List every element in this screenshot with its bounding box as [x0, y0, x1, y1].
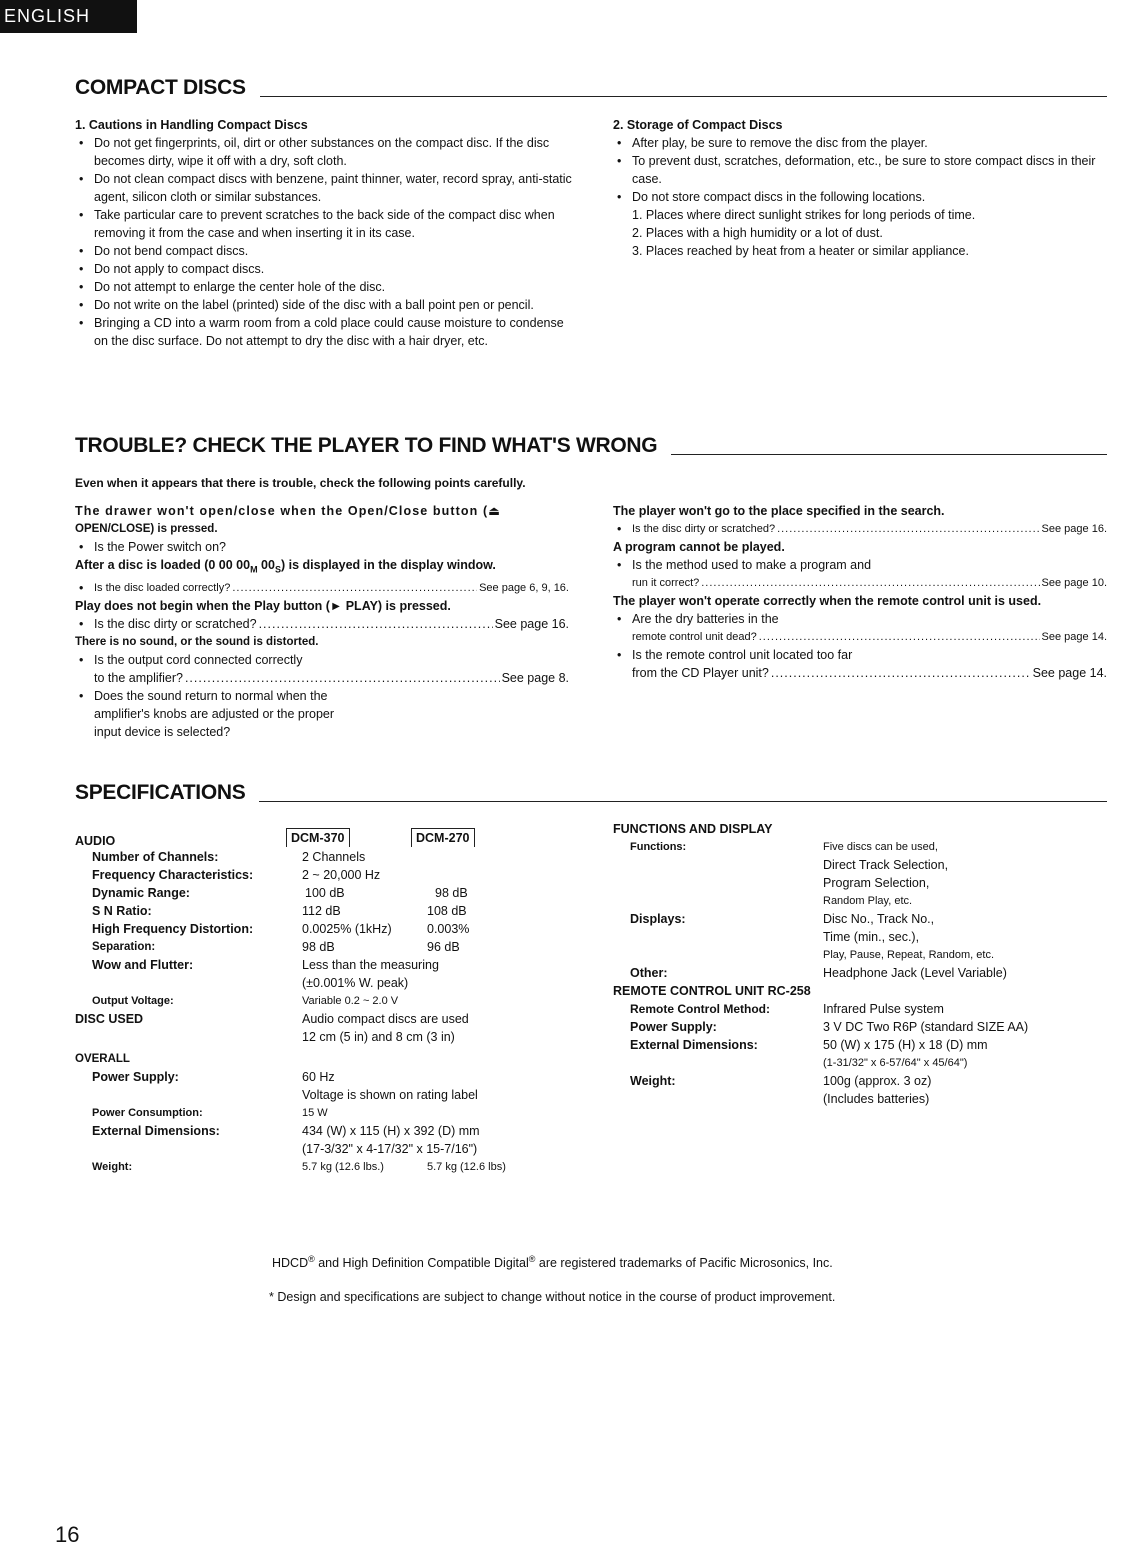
cautions-column [75, 116, 573, 350]
question: The drawer won't open/close when the Open/Close button (⏏ [75, 504, 502, 518]
list-item: 1. Places where direct sunlight strikes for long periods of time. [632, 208, 976, 222]
question: The player won't go to the place specified in the search. [613, 504, 945, 518]
page-number: 16 [55, 1522, 80, 1547]
specs-right-column [613, 820, 1107, 1108]
specs-left-column [75, 824, 595, 1176]
model-label: DCM-370 [286, 828, 350, 847]
section-title: COMPACT DISCS [75, 76, 246, 99]
question: There is no sound, or the sound is distorted. [75, 635, 319, 648]
list-item: • Do not get fingerprints, oil, dirt or other substances on the compact disc. If the disc becomes dirty, wipe it off with a dry, soft cloth. [75, 134, 573, 170]
list-item: • Is the output cord connected correctly to the amplifier? ..... See page 8. [75, 651, 569, 687]
spec-row: Output Voltage: Variable 0.2 ~ 2.0 V [92, 995, 399, 1007]
question: After a disc is loaded (0 00 $00_M$ $00_S$) is displayed in the display window. [75, 558, 496, 575]
storage-column [613, 116, 1110, 260]
question: OPEN/CLOSE) is pressed. [75, 523, 218, 535]
spec-row: Voltage is shown on rating label [302, 1088, 478, 1102]
spec-row: 12 cm (5 in) and 8 cm (3 in) [302, 1030, 455, 1044]
list-item: • Is the remote control unit located too far from the CD Player unit? ..... See page 14. [613, 646, 1107, 682]
spec-row: DISC USED Audio compact discs are used [75, 1012, 469, 1026]
section-title: TROUBLE? CHECK THE PLAYER TO FIND WHAT'S WRONG [75, 434, 658, 457]
trouble-right-column [613, 502, 1107, 682]
list-item: 3. Places reached by heat from a heater or similar appliance. [632, 244, 969, 258]
spec-row: Other: Headphone Jack (Level Variable) [630, 966, 1007, 980]
spec-row: Power Supply: 3 V DC Two R6P (standard SIZE AA) [630, 1020, 1029, 1034]
section-rule [259, 801, 1107, 802]
list-item: • Are the dry batteries in the remote control unit dead? ..... See page 14. [613, 610, 1107, 646]
spec-row: (1-31/32" x 6-57/64" x 45/64") [823, 1057, 968, 1069]
list-item: • Is the Power switch on? [75, 538, 569, 556]
list-item: • Do not apply to compact discs. [75, 260, 573, 278]
design-note: * Design and specifications are subject to change without notice in the course of product improvement. [269, 1290, 836, 1304]
list-item: • Take particular care to prevent scratches to the back side of the compact disc when removing it from the case and when inserting it in its case. [75, 206, 573, 242]
spec-row: Number of Channels: 2 Channels [92, 850, 366, 864]
spec-row: Dynamic Range: 100 dB 98 dB [92, 886, 468, 900]
spec-row: S N Ratio: 112 dB 108 dB [92, 904, 467, 918]
cautions-heading: 1. Cautions in Handling Compact Discs [75, 118, 308, 132]
spec-row: Direct Track Selection, [823, 858, 949, 872]
list-item: • Do not attempt to enlarge the center hole of the disc. [75, 278, 573, 296]
list-item: • After play, be sure to remove the disc from the player. [613, 134, 1110, 152]
list-item: • Bringing a CD into a warm room from a cold place could cause moisture to condense on the disc surface. Do not attempt to dry the disc with a hair dryer, etc. [75, 314, 573, 350]
spec-row: Frequency Characteristics: 2 ~ 20,000 Hz [92, 868, 381, 882]
list-item: • Do not store compact discs in the following locations. [613, 188, 1110, 206]
spec-row: Random Play, etc. [823, 895, 913, 907]
question: Play does not begin when the Play button (► PLAY) is pressed. [75, 598, 451, 613]
spec-row: REMOTE CONTROL UNIT RC-258 [613, 984, 811, 998]
section-compact-discs [75, 70, 1107, 100]
spec-row: Remote Control Method: Infrared Pulse system [630, 1002, 944, 1016]
spec-group-audio: AUDIO [75, 834, 116, 848]
spec-row: Wow and Flutter: Less than the measuring [92, 958, 439, 972]
spec-row: OVERALL [75, 1053, 130, 1065]
spec-row: Power Supply: 60 Hz [92, 1070, 335, 1084]
question: The player won't operate correctly when the remote control unit is used. [613, 594, 1042, 608]
spec-row: Play, Pause, Repeat, Random, etc. [823, 949, 994, 961]
list-item: • Is the disc loaded correctly? ..... See page 6, 9, 16. [75, 579, 569, 597]
list-item: • Is the disc dirty or scratched? ..... See page 16. [75, 615, 569, 633]
storage-list [613, 134, 1110, 260]
section-rule [260, 96, 1107, 97]
spec-row: Power Consumption: 15 W [92, 1107, 328, 1119]
spec-row: (17-3/32" x 4-17/32" x 15-7/16") [302, 1142, 478, 1156]
spec-row: (Includes batteries) [823, 1092, 930, 1106]
section-rule [671, 454, 1107, 455]
trouble-left-column [75, 502, 569, 741]
spec-row: External Dimensions: 50 (W) x 175 (H) x 18 (D) mm [630, 1038, 988, 1052]
spec-row: (±0.001% W. peak) [302, 976, 409, 990]
list-item: • Is the method used to make a program and run it correct? ..... See page 10. [613, 556, 1107, 592]
spec-row: Weight: 100g (approx. 3 oz) [630, 1074, 932, 1088]
spec-row: Functions: Five discs can be used, [630, 841, 938, 853]
cautions-list [75, 134, 573, 350]
list-item: • Do not clean compact discs with benzene, paint thinner, water, record spray, anti-static agent, silicon cloth or similar substances. [75, 170, 573, 206]
list-item: • Do not bend compact discs. [75, 242, 573, 260]
spec-row: Time (min., sec.), [823, 930, 920, 944]
spec-row: Program Selection, [823, 876, 930, 890]
spec-row: Weight: 5.7 kg (12.6 lbs.) 5.7 kg (12.6 lbs) [92, 1161, 506, 1173]
spec-row: External Dimensions: 434 (W) x 115 (H) x 392 (D) mm [92, 1124, 480, 1138]
section-trouble [75, 428, 1107, 458]
list-item: • To prevent dust, scratches, deformation, etc., be sure to store compact discs in their case. [613, 152, 1110, 188]
spec-row: Displays: Disc No., Track No., [630, 912, 935, 926]
trademark-note: HDCD® and High Definition Compatible Digital® are registered trademarks of Pacific Microsonics, Inc. [272, 1254, 833, 1271]
language-tab: ENGLISH [0, 0, 137, 33]
storage-heading: 2. Storage of Compact Discs [613, 118, 783, 132]
model-label: DCM-270 [411, 828, 475, 847]
list-item: • Do not write on the label (printed) side of the disc with a ball point pen or pencil. [75, 296, 573, 314]
trouble-intro: Even when it appears that there is trouble, check the following points carefully. [75, 476, 526, 490]
section-title: SPECIFICATIONS [75, 781, 246, 804]
spec-row: Separation: 98 dB 96 dB [92, 940, 460, 954]
spec-row: FUNCTIONS AND DISPLAY [613, 822, 773, 836]
question: A program cannot be played. [613, 540, 785, 554]
list-item: • Is the disc dirty or scratched? ..... See page 16. [613, 520, 1107, 538]
section-specifications [75, 775, 1107, 805]
spec-row: High Frequency Distortion: 0.0025% (1kHz) 0.003% [92, 922, 470, 936]
list-item: • Does the sound return to normal when the amplifier's knobs are adjusted or the proper input device is selected? [75, 687, 569, 741]
list-item: 2. Places with a high humidity or a lot of dust. [632, 226, 883, 240]
